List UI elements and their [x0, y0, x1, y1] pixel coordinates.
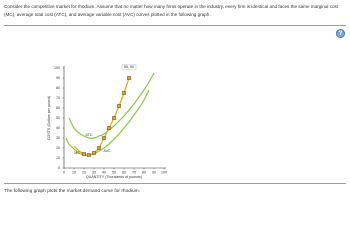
- x-tick-label: 80: [142, 170, 146, 175]
- chart-labels: [74, 65, 136, 156]
- curve-label-avc: AVC: [103, 149, 111, 153]
- y-tick-label: 50: [56, 116, 60, 121]
- y-tick-label: 20: [56, 146, 60, 151]
- y-axis-title: COSTS (Dollars per pound): [47, 95, 51, 141]
- bottom-divider: [4, 183, 346, 184]
- x-tick-label: 50: [112, 170, 116, 175]
- mc-point-marker[interactable]: [117, 104, 120, 107]
- x-tick-label: 70: [132, 170, 136, 175]
- y-tick-label: 90: [56, 76, 60, 81]
- annotation-label: 65, 90: [124, 65, 134, 69]
- question-circle-icon: ?: [338, 31, 343, 37]
- mc-point-marker[interactable]: [107, 126, 110, 129]
- x-tick-label: 30: [92, 170, 96, 175]
- y-tick-label: 80: [56, 86, 60, 91]
- y-tick-label: 10: [56, 156, 60, 161]
- mc-point-marker[interactable]: [87, 153, 90, 156]
- mc-point-marker[interactable]: [97, 146, 100, 149]
- demand-intro-text: The following graph plots the market demand curve for rhodium.: [4, 189, 140, 194]
- y-tick-label: 0: [58, 166, 60, 171]
- series-line-mc: [74, 78, 129, 155]
- y-tick-label: 30: [56, 136, 60, 141]
- mc-point-marker[interactable]: [102, 136, 105, 139]
- x-tick-label: 100: [161, 170, 167, 175]
- mc-point-marker[interactable]: [122, 91, 125, 94]
- curve-label-atc: ATC: [85, 133, 93, 137]
- mc-point-marker[interactable]: [82, 152, 85, 155]
- x-axis-title: QUANTITY (Thousands of pounds): [85, 175, 143, 179]
- mc-point-marker[interactable]: [112, 116, 115, 119]
- question-intro-text: Consider the competitive market for rhodium. Assume that no matter how many firms operate in the industry, every firm is identical and faces the same marginal cost (MC), average total cost (ATC), and average variable cost (AVC) curves plotted in the following graph.: [4, 4, 339, 17]
- mc-point-marker[interactable]: [92, 151, 95, 154]
- y-tick-label: 60: [56, 106, 60, 111]
- x-tick-label: 60: [122, 170, 126, 175]
- y-tick-label: 70: [56, 96, 60, 101]
- x-tick-label: 0: [63, 170, 65, 175]
- x-tick-label: 40: [102, 170, 106, 175]
- chart-curves: [66, 73, 154, 155]
- x-tick-label: 10: [72, 170, 76, 175]
- mc-point-marker[interactable]: [127, 76, 130, 79]
- y-tick-label: 100: [54, 66, 60, 71]
- curve-label-mc: MC: [74, 151, 80, 155]
- x-tick-label: 90: [152, 170, 156, 175]
- y-tick-label: 40: [56, 126, 60, 131]
- x-tick-label: 20: [82, 170, 86, 175]
